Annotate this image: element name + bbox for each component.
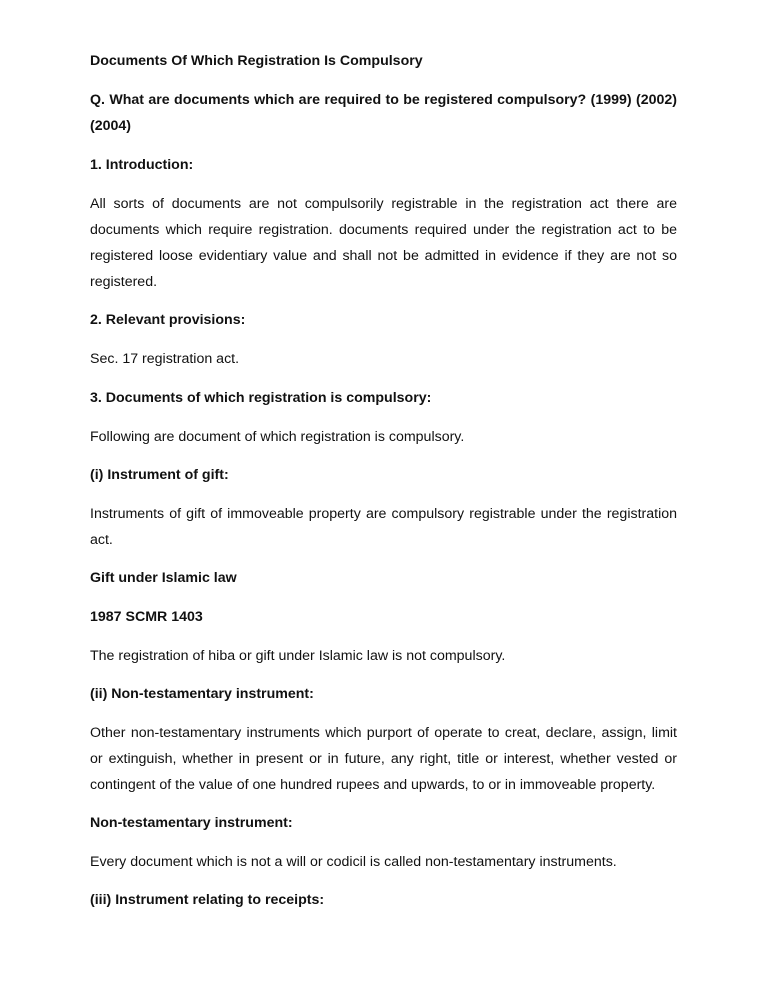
heading-introduction: 1. Introduction:: [90, 157, 194, 173]
paragraph-non-testamentary-definition: Every document which is not a will or codicil is called non-testamentary instruments.: [90, 854, 617, 870]
paragraph-compulsory-documents: Following are document of which registration is compulsory.: [90, 429, 465, 445]
heading-non-testamentary-definition: Non-testamentary instrument:: [90, 815, 293, 831]
paragraph-hiba: The registration of hiba or gift under Islamic law is not compulsory.: [90, 648, 506, 664]
paragraph-relevant-provisions: Sec. 17 registration act.: [90, 351, 240, 367]
heading-relevant-provisions: 2. Relevant provisions:: [90, 312, 246, 328]
heading-compulsory-documents: 3. Documents of which registration is compulsory:: [90, 390, 432, 406]
heading-gift-islamic-law: Gift under Islamic law: [90, 570, 237, 586]
paragraph-instrument-of-gift: Instruments of gift of immoveable property are compulsory registrable under the registration act.: [90, 506, 677, 548]
paragraph-introduction: All sorts of documents are not compulsorily registrable in the registration act there are documents which require registration. documents required under the registration act to be registered loose evidentiary value and shall not be admitted in evidence if they are not so registered.: [90, 196, 677, 290]
heading-receipts: (iii) Instrument relating to receipts:: [90, 892, 325, 908]
heading-non-testamentary: (ii) Non-testamentary instrument:: [90, 686, 314, 702]
heading-case-citation: 1987 SCMR 1403: [90, 609, 203, 625]
document-title: Documents Of Which Registration Is Compulsory: [90, 53, 423, 69]
paragraph-non-testamentary: Other non-testamentary instruments which purport of operate to creat, declare, assign, limit or extinguish, whether in present or in future, any right, title or interest, whether vested or contingent of the value of one hundred rupees and upwards, to or in immoveable property.: [90, 725, 677, 793]
question: Q. What are documents which are required to be registered compulsory? (1999) (2002)(2004): [90, 92, 677, 134]
document-page: [90, 48, 677, 913]
heading-instrument-of-gift: (i) Instrument of gift:: [90, 467, 229, 483]
